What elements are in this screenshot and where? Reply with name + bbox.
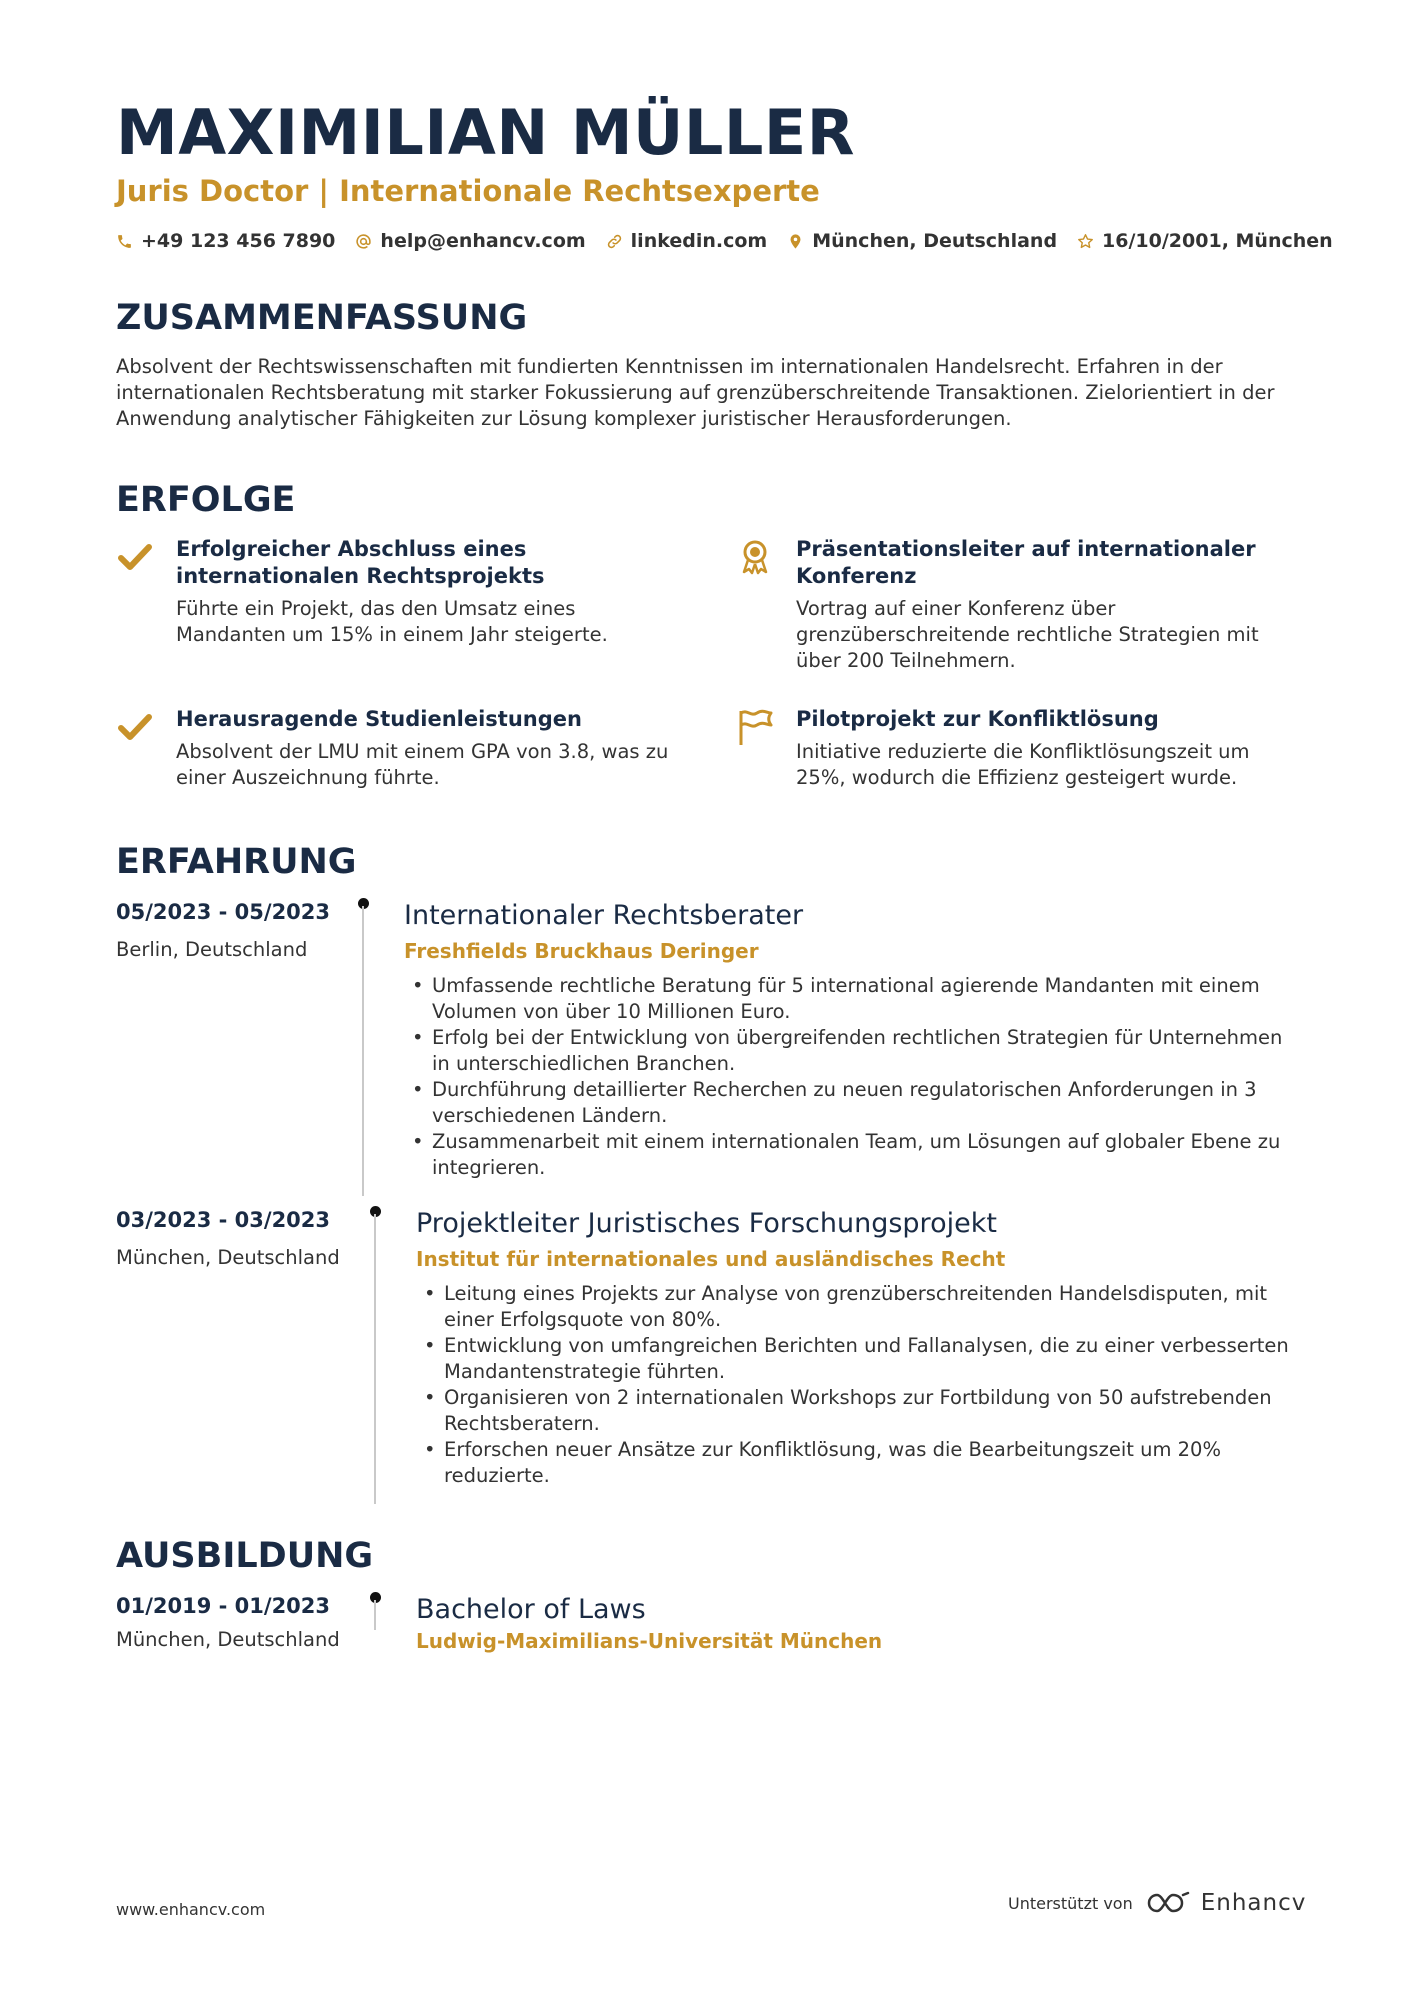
candidate-subtitle: Juris Doctor | Internationale Rechtsexperte (116, 174, 820, 208)
achievement-desc: Führte ein Projekt, das den Umsatz eines Mandanten um 15% in einem Jahr steigerte. (176, 597, 608, 646)
experience-date: 05/2023 - 05/2023 (116, 900, 331, 924)
education-meta (116, 1594, 356, 1651)
list-item: • Umfassende rechtliche Beratung für 5 international agierende Mandanten mit einem Volumen von über 10 Millionen Euro. (404, 973, 1284, 1025)
flag-icon (736, 708, 774, 746)
achievement-item (116, 706, 676, 791)
education-entry (416, 1594, 1296, 1653)
list-item: • Erforschen neuer Ansätze zur Konfliktlösung, was die Bearbeitungszeit um 20% reduzierte. (416, 1437, 1296, 1489)
education-date: 01/2019 - 01/2023 (116, 1594, 331, 1618)
contact-location-text: München, Deutschland (812, 230, 1058, 252)
infinity-logo-icon (1145, 1890, 1191, 1916)
list-item: • Organisieren von 2 internationalen Workshops zur Fortbildung von 50 aufstrebenden Rechtsberatern. (416, 1385, 1296, 1437)
experience-role: Internationaler Rechtsberater (404, 900, 804, 931)
achievement-title: Präsentationsleiter auf internationaler Konferenz (796, 537, 1256, 588)
contact-linkedin-text: linkedin.com (630, 230, 768, 252)
achievement-item (116, 536, 676, 648)
contact-linkedin[interactable] (606, 230, 768, 252)
brand-logo (1145, 1890, 1307, 1916)
phone-icon (116, 233, 133, 250)
education-school: Ludwig-Maximilians-Universität München (416, 1629, 883, 1653)
list-item: • Erfolg bei der Entwicklung von übergreifenden rechtlichen Strategien für Unternehmen in unterschiedlichen Branchen. (404, 1025, 1284, 1077)
timeline-line (362, 906, 364, 1196)
contact-phone[interactable] (116, 230, 335, 252)
experience-bullets (416, 1281, 1296, 1489)
summary-text: Absolvent der Rechtswissenschaften mit fundierten Kenntnissen im internationalen Handelsrecht. Erfahren in der internationalen Rechtsberatung mit starker Fokussierung auf grenzüberschreitende Transaktionen. Zielorientiert in der Anwendung analytischer Fähigkeiten zur Lösung komplexer juristischer Herausforderungen. (116, 355, 1275, 430)
achievements-heading: ERFOLGE (116, 480, 296, 520)
footer-branding (1008, 1890, 1306, 1916)
at-icon (355, 233, 372, 250)
education-degree: Bachelor of Laws (416, 1594, 646, 1625)
contact-phone-text: +49 123 456 7890 (141, 230, 336, 252)
experience-date: 03/2023 - 03/2023 (116, 1208, 331, 1232)
experience-role: Projektleiter Juristisches Forschungsprojekt (416, 1208, 997, 1239)
link-icon (606, 233, 623, 250)
contact-birth (1077, 230, 1333, 252)
checkmark-icon (116, 538, 154, 576)
contact-location (787, 230, 1057, 252)
achievement-title: Erfolgreicher Abschluss eines internationalen Rechtsprojekts (176, 537, 545, 588)
experience-heading: ERFAHRUNG (116, 842, 357, 882)
achievement-title: Herausragende Studienleistungen (176, 707, 582, 731)
brand-name: Enhancv (1200, 1890, 1307, 1916)
footer-website[interactable]: www.enhancv.com (116, 1900, 266, 1919)
contact-email-text: help@enhancv.com (380, 230, 586, 252)
powered-by-label: Unterstützt von (1008, 1893, 1133, 1913)
experience-company: Freshfields Bruckhaus Deringer (404, 939, 759, 963)
experience-entry (416, 1208, 1296, 1489)
education-heading: AUSBILDUNG (116, 1536, 374, 1576)
achievement-desc: Initiative reduzierte die Konfliktlösungszeit um 25%, wodurch die Effizienz gesteigert wurde. (796, 740, 1250, 789)
experience-meta (116, 900, 356, 961)
checkmark-icon (116, 708, 154, 746)
contact-bar (116, 230, 1333, 252)
timeline-line (374, 1214, 376, 1504)
candidate-name: MAXIMILIAN MÜLLER (116, 96, 855, 169)
timeline-line (374, 1600, 376, 1630)
experience-meta (116, 1208, 356, 1269)
experience-company: Institut für internationales und ausländisches Recht (416, 1247, 1006, 1271)
location-pin-icon (787, 233, 804, 250)
award-ribbon-icon (736, 538, 774, 576)
list-item: • Zusammenarbeit mit einem internationalen Team, um Lösungen auf globaler Ebene zu integrieren. (404, 1129, 1284, 1181)
contact-email[interactable] (355, 230, 585, 252)
summary-heading: ZUSAMMENFASSUNG (116, 298, 528, 338)
experience-location: Berlin, Deutschland (116, 938, 308, 961)
experience-entry (404, 900, 1284, 1181)
list-item: • Leitung eines Projekts zur Analyse von grenzüberschreitenden Handelsdisputen, mit einer Erfolgsquote von 80%. (416, 1281, 1296, 1333)
experience-bullets (404, 973, 1284, 1181)
education-location: München, Deutschland (116, 1628, 340, 1651)
list-item: • Entwicklung von umfangreichen Berichten und Fallanalysen, die zu einer verbesserten Mandantenstrategie führten. (416, 1333, 1296, 1385)
achievement-item (736, 706, 1296, 791)
achievement-desc: Vortrag auf einer Konferenz über grenzüberschreitende rechtliche Strategien mit über 200 Teilnehmern. (796, 597, 1259, 672)
star-icon (1077, 233, 1094, 250)
contact-birth-text: 16/10/2001, München (1102, 230, 1333, 252)
achievement-item (736, 536, 1296, 674)
experience-location: München, Deutschland (116, 1246, 340, 1269)
list-item: • Durchführung detaillierter Recherchen zu neuen regulatorischen Anforderungen in 3 verschiedenen Ländern. (404, 1077, 1284, 1129)
achievement-desc: Absolvent der LMU mit einem GPA von 3.8, was zu einer Auszeichnung führte. (176, 740, 669, 789)
achievement-title: Pilotprojekt zur Konfliktlösung (796, 707, 1159, 731)
